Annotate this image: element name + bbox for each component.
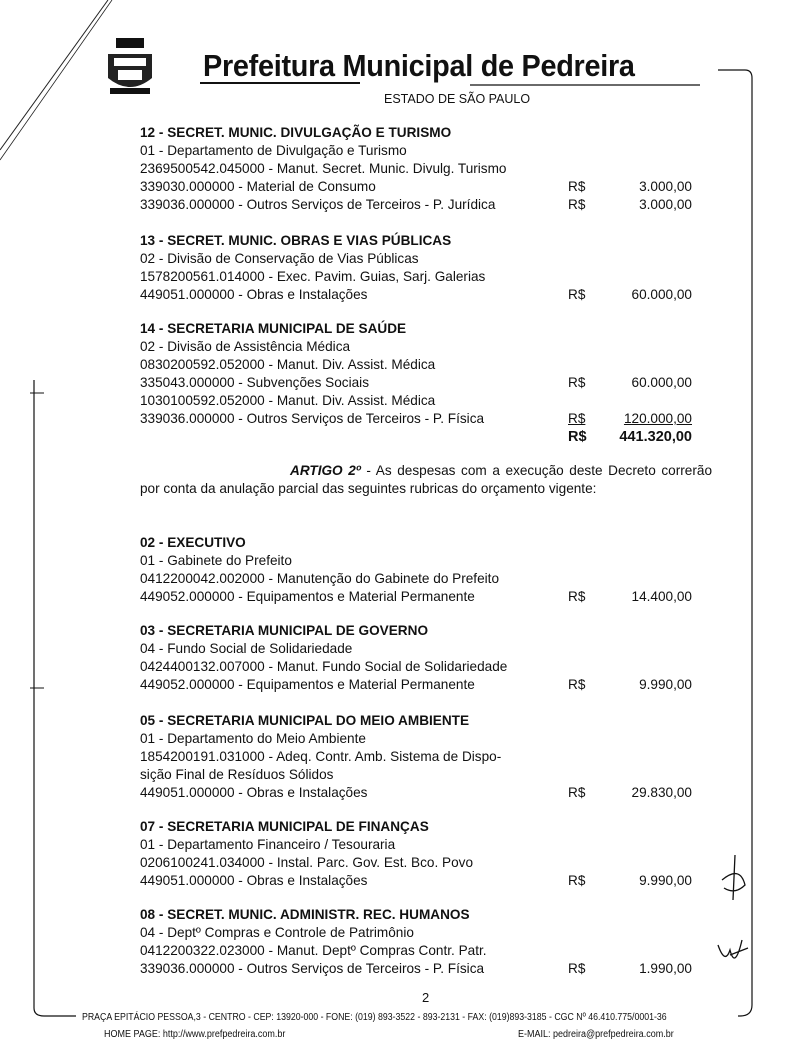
- section-heading-text: 13 - SECRET. MUNIC. OBRAS E VIAS PÚBLICAS: [140, 233, 452, 248]
- currency-symbol: R$: [568, 785, 586, 800]
- currency-symbol: R$: [568, 589, 586, 604]
- section-heading: [140, 818, 700, 836]
- article-text: - As despesas com a execução deste Decreto correrão por conta da anulação parcial das seguintes rubricas do orçamento vigente:: [140, 463, 713, 496]
- budget-line: [140, 196, 700, 214]
- line-description: 1030100592.052000 - Manut. Div. Assist. Médica: [140, 393, 436, 408]
- budget-line: [140, 784, 700, 802]
- line-description: 339036.000000 - Outros Serviços de Terceiros - P. Física: [140, 961, 485, 976]
- section-heading: [140, 622, 700, 640]
- section-heading: [140, 124, 700, 142]
- section-heading-text: 14 - SECRETARIA MUNICIPAL DE SAÚDE: [140, 321, 407, 336]
- amount-value: 29.830,00: [631, 785, 692, 800]
- line-description: 0206100241.034000 - Instal. Parc. Gov. Est. Bco. Povo: [140, 855, 473, 870]
- budget-section: [140, 818, 700, 890]
- line-description: 01 - Gabinete do Prefeito: [140, 553, 292, 568]
- budget-line: [140, 428, 700, 446]
- line-description: 1854200191.031000 - Adeq. Contr. Amb. Sistema de Dispo-: [140, 749, 502, 764]
- budget-block-credits: [140, 124, 700, 446]
- budget-section: [140, 906, 700, 978]
- budget-section: [140, 622, 700, 694]
- section-heading: [140, 906, 700, 924]
- line-description: 449051.000000 - Obras e Instalações: [140, 287, 368, 302]
- budget-line: [140, 766, 700, 784]
- currency-symbol: R$: [568, 287, 586, 302]
- budget-line: [140, 854, 700, 872]
- section-heading-text: 03 - SECRETARIA MUNICIPAL DE GOVERNO: [140, 623, 429, 638]
- line-description: 04 - Fundo Social de Solidariedade: [140, 641, 353, 656]
- line-description: 02 - Divisão de Assistência Médica: [140, 339, 351, 354]
- budget-line: [140, 178, 700, 196]
- budget-line: [140, 730, 700, 748]
- budget-line: [140, 410, 700, 428]
- section-heading-text: 12 - SECRET. MUNIC. DIVULGAÇÃO E TURISMO: [140, 125, 452, 140]
- amount-value: 60.000,00: [631, 375, 692, 390]
- budget-line: [140, 960, 700, 978]
- line-description: 449052.000000 - Equipamentos e Material Permanente: [140, 589, 475, 604]
- footer-address: PRAÇA EPITÁCIO PESSOA,3 - CENTRO - CEP: 13920-000 - FONE: (019) 893-3522 - 893-2131 - FAX: (019)893-3185 - CGC Nº 46.410.775/0001-36: [82, 1012, 667, 1023]
- line-description: 01 - Departamento de Divulgação e Turismo: [140, 143, 407, 158]
- budget-section: [140, 534, 700, 606]
- budget-line: [140, 676, 700, 694]
- budget-section: [140, 232, 700, 304]
- line-description: 449052.000000 - Equipamentos e Material Permanente: [140, 677, 475, 692]
- budget-line: [140, 836, 700, 854]
- amount-value: 60.000,00: [631, 287, 692, 302]
- budget-line: [140, 872, 700, 890]
- budget-line: [140, 356, 700, 374]
- budget-line: [140, 160, 700, 178]
- line-description: 0424400132.007000 - Manut. Fundo Social de Solidariedade: [140, 659, 508, 674]
- line-description: 04 - Deptº Compras e Controle de Patrimônio: [140, 925, 414, 940]
- line-description: 449051.000000 - Obras e Instalações: [140, 785, 368, 800]
- budget-section: [140, 320, 700, 446]
- budget-line: [140, 250, 700, 268]
- line-description: 0830200592.052000 - Manut. Div. Assist. Médica: [140, 357, 436, 372]
- section-heading-text: 07 - SECRETARIA MUNICIPAL DE FINANÇAS: [140, 819, 429, 834]
- section-heading-text: 02 - EXECUTIVO: [140, 535, 246, 550]
- currency-symbol: R$: [568, 873, 586, 888]
- currency-symbol: R$: [568, 411, 586, 426]
- budget-line: [140, 268, 700, 286]
- line-description: 339030.000000 - Material de Consumo: [140, 179, 376, 194]
- budget-line: [140, 942, 700, 960]
- budget-line: [140, 640, 700, 658]
- currency-symbol: R$: [568, 197, 586, 212]
- currency-symbol: R$: [568, 375, 586, 390]
- amount-value: 3.000,00: [639, 197, 692, 212]
- line-description: 1578200561.014000 - Exec. Pavim. Guias, Sarj. Galerias: [140, 269, 486, 284]
- budget-line: [140, 374, 700, 392]
- footer-homepage: HOME PAGE: http://www.prefpedreira.com.br: [104, 1029, 286, 1040]
- amount-value: 441.320,00: [619, 429, 692, 445]
- section-heading: [140, 232, 700, 250]
- amount-value: 1.990,00: [639, 961, 692, 976]
- amount-value: 3.000,00: [639, 179, 692, 194]
- line-description: sição Final de Resíduos Sólidos: [140, 767, 334, 782]
- budget-section: [140, 124, 700, 214]
- section-heading: [140, 534, 700, 552]
- article-2-paragraph: [140, 462, 712, 498]
- page-title: Prefeitura Municipal de Pedreira: [203, 48, 635, 83]
- budget-line: [140, 392, 700, 410]
- page-number: 2: [422, 990, 430, 1005]
- budget-block-annulments: [140, 534, 700, 978]
- amount-value: 9.990,00: [639, 873, 692, 888]
- line-description: 339036.000000 - Outros Serviços de Terceiros - P. Jurídica: [140, 197, 496, 212]
- article-label: ARTIGO 2º: [290, 463, 361, 478]
- page-subtitle: ESTADO DE SÃO PAULO: [384, 92, 531, 106]
- amount-value: 120.000,00: [623, 411, 692, 426]
- coat-of-arms-logo: [100, 30, 160, 100]
- section-heading: [140, 320, 700, 338]
- budget-line: [140, 588, 700, 606]
- section-heading-text: 08 - SECRET. MUNIC. ADMINISTR. REC. HUMANOS: [140, 907, 470, 922]
- line-description: 0412200322.023000 - Manut. Deptº Compras Contr. Patr.: [140, 943, 487, 958]
- line-description: 01 - Departamento Financeiro / Tesouraria: [140, 837, 396, 852]
- amount-value: 14.400,00: [631, 589, 692, 604]
- line-description: 01 - Departamento do Meio Ambiente: [140, 731, 366, 746]
- line-description: 335043.000000 - Subvenções Sociais: [140, 375, 369, 390]
- currency-symbol: R$: [568, 179, 586, 194]
- line-description: 2369500542.045000 - Manut. Secret. Munic. Divulg. Turismo: [140, 161, 507, 176]
- currency-symbol: R$: [568, 677, 586, 692]
- budget-line: [140, 570, 700, 588]
- budget-line: [140, 748, 700, 766]
- budget-line: [140, 142, 700, 160]
- line-description: 339036.000000 - Outros Serviços de Terceiros - P. Física: [140, 411, 485, 426]
- currency-symbol: R$: [568, 429, 587, 445]
- budget-line: [140, 552, 700, 570]
- footer-email: E-MAIL: pedreira@prefpedreira.com.br: [518, 1029, 674, 1040]
- currency-symbol: R$: [568, 961, 586, 976]
- budget-line: [140, 338, 700, 356]
- budget-section: [140, 712, 700, 802]
- section-heading-text: 05 - SECRETARIA MUNICIPAL DO MEIO AMBIENTE: [140, 713, 470, 728]
- line-description: 0412200042.002000 - Manutenção do Gabinete do Prefeito: [140, 571, 500, 586]
- line-description: 449051.000000 - Obras e Instalações: [140, 873, 368, 888]
- amount-value: 9.990,00: [639, 677, 692, 692]
- signature-icon: [718, 855, 748, 958]
- line-description: 02 - Divisão de Conservação de Vias Públicas: [140, 251, 419, 266]
- budget-line: [140, 286, 700, 304]
- budget-line: [140, 924, 700, 942]
- budget-line: [140, 658, 700, 676]
- section-heading: [140, 712, 700, 730]
